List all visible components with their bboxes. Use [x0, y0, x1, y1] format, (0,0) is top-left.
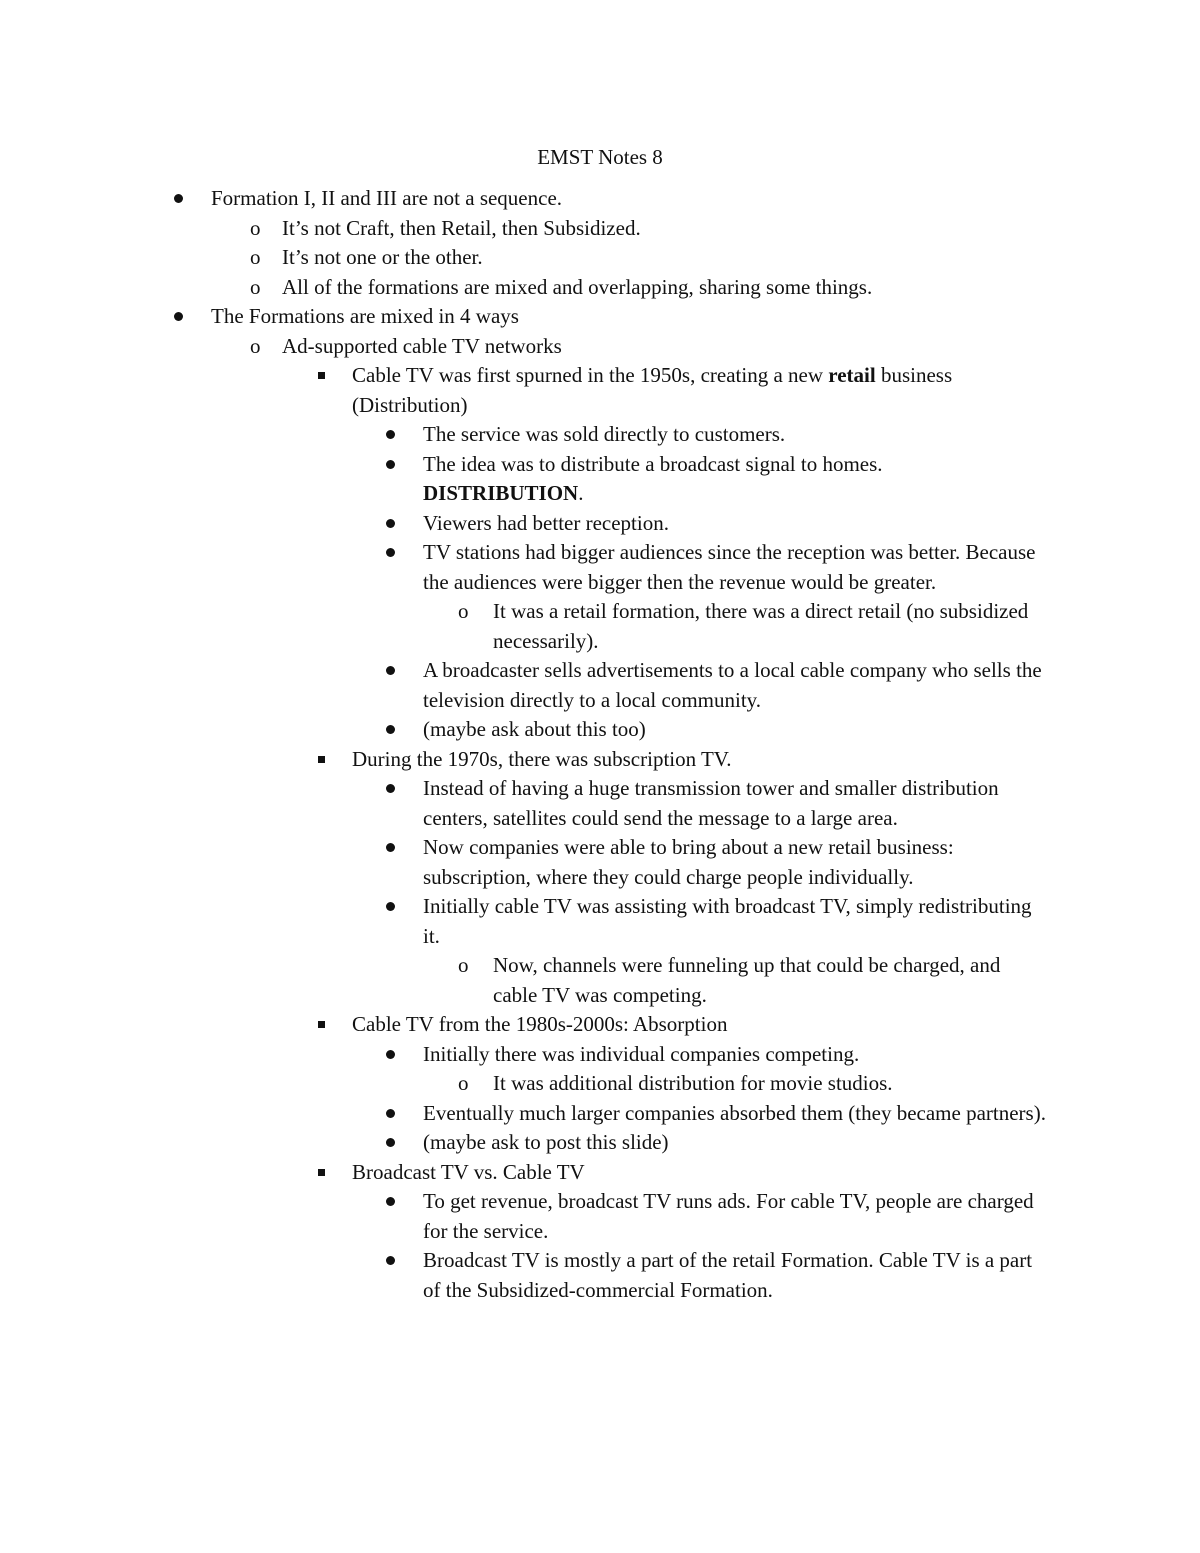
- bullet-icon: [386, 1246, 395, 1276]
- square-bullet-icon: [318, 1158, 325, 1188]
- bullet-icon: [386, 1040, 395, 1070]
- list-item: [0, 273, 1052, 303]
- bullet-icon: [386, 420, 395, 450]
- list-item-text: The service was sold directly to customers.: [423, 422, 786, 446]
- list-item: [0, 1069, 1033, 1099]
- bold-term: DISTRIBUTION: [423, 481, 579, 505]
- circle-bullet-icon: o: [250, 274, 261, 299]
- list-item-text: To get revenue, broadcast TV runs ads. For cable TV, people are charged for the service.: [423, 1189, 1034, 1243]
- list-item-text: Initially there was individual companies competing.: [423, 1041, 860, 1066]
- text-segment: business (Distribution): [352, 363, 953, 417]
- list-item: [0, 715, 1053, 745]
- list-item: [0, 1128, 1053, 1158]
- circle-bullet-icon: o: [458, 1071, 469, 1095]
- list-item: [0, 745, 1052, 775]
- list-item-text: Cable TV from the 1980s-2000s: Absorption: [352, 1012, 728, 1036]
- notes-list: [0, 184, 1200, 1305]
- list-item: [0, 774, 1053, 833]
- bullet-icon: [386, 1128, 395, 1158]
- list-item-text: A broadcaster sells advertisements to a local cable company who sells the television directly to a local community.: [423, 658, 1042, 712]
- list-item: [0, 332, 1052, 362]
- bullet-icon: [386, 1099, 395, 1129]
- circle-bullet-icon: o: [250, 215, 261, 240]
- list-item: [0, 184, 1051, 214]
- bullet-icon: [386, 774, 395, 804]
- bullet-icon: [386, 656, 395, 686]
- bullet-icon: [386, 892, 395, 922]
- circle-bullet-icon: o: [250, 333, 261, 358]
- bullet-icon: [386, 450, 395, 480]
- circle-bullet-icon: o: [458, 953, 469, 977]
- circle-bullet-icon: o: [250, 245, 261, 269]
- page-title: EMST Notes 8: [537, 145, 663, 169]
- list-item-text: Broadcast TV is mostly a part of the retail Formation. Cable TV is a part of the Subsidized-commercial Formation.: [423, 1248, 1033, 1302]
- list-item: [0, 656, 1053, 715]
- circle-bullet-icon: o: [458, 599, 469, 623]
- bullet-icon: [174, 184, 183, 214]
- text-segment: The idea was to distribute a broadcast signal to homes.: [423, 451, 883, 476]
- list-item: [0, 361, 1052, 420]
- bullet-icon: [386, 509, 395, 539]
- list-item-text: Viewers had better reception.: [423, 510, 669, 535]
- list-item: [0, 892, 1053, 951]
- list-item: [0, 951, 1033, 1010]
- list-item-text: Now, channels were funneling up that could be charged, and cable TV was competing.: [493, 953, 1001, 1007]
- list-item: [0, 420, 1053, 450]
- bold-term: retail: [828, 363, 876, 387]
- bullet-icon: [386, 1187, 395, 1217]
- list-item-text: During the 1970s, there was subscription TV.: [352, 746, 732, 771]
- list-item-text: Eventually much larger companies absorbed them (they became partners).: [423, 1100, 1046, 1125]
- list-item: [0, 1158, 1052, 1188]
- list-item-text: (maybe ask about this too): [423, 717, 646, 741]
- bullet-icon: [386, 715, 395, 745]
- list-item-text: All of the formations are mixed and overlapping, sharing some things.: [282, 274, 873, 299]
- list-item-text: Instead of having a huge transmission tower and smaller distribution centers, satellites could send the message to a large area.: [423, 776, 999, 830]
- list-item: [0, 597, 1033, 656]
- list-item: [0, 538, 1053, 597]
- list-item-text: It was additional distribution for movie studios.: [493, 1071, 893, 1095]
- list-item-text: [352, 361, 1052, 420]
- list-item-text: [423, 450, 1053, 509]
- list-item-text: Formation I, II and III are not a sequence.: [211, 186, 563, 210]
- list-item-text: (maybe ask to post this slide): [423, 1130, 669, 1154]
- square-bullet-icon: [318, 745, 325, 775]
- list-item: [0, 1099, 1053, 1129]
- list-item: [0, 833, 1053, 892]
- list-item: [0, 1040, 1053, 1070]
- list-item: [0, 243, 1052, 273]
- list-item: [0, 214, 1052, 244]
- list-item-text: Now companies were able to bring about a new retail business: subscription, where they could charge people individually.: [423, 835, 954, 889]
- list-item: [0, 450, 1053, 509]
- bullet-icon: [174, 302, 183, 332]
- text-segment: .: [578, 481, 584, 505]
- list-item-text: The Formations are mixed in 4 ways: [211, 304, 519, 328]
- list-item-text: Broadcast TV vs. Cable TV: [352, 1159, 585, 1184]
- list-item-text: It’s not Craft, then Retail, then Subsidized.: [282, 215, 641, 240]
- list-item-text: It’s not one or the other.: [282, 245, 483, 269]
- list-item: [0, 302, 1051, 332]
- bullet-icon: [386, 538, 395, 568]
- list-item: [0, 1187, 1053, 1246]
- list-item-text: Ad-supported cable TV networks: [282, 333, 562, 358]
- list-item: [0, 1010, 1052, 1040]
- text-segment: Cable TV was first spurned in the 1950s, creating a new: [352, 363, 829, 387]
- list-item-text: It was a retail formation, there was a direct retail (no subsidized necessarily).: [493, 599, 1029, 653]
- list-item-text: Initially cable TV was assisting with broadcast TV, simply redistributing it.: [423, 894, 1032, 948]
- list-item: [0, 509, 1053, 539]
- list-item: [0, 1246, 1053, 1305]
- square-bullet-icon: [318, 1010, 325, 1040]
- square-bullet-icon: [318, 361, 325, 391]
- list-item-text: TV stations had bigger audiences since the reception was better. Because the audiences were bigger then the revenue would be greater.: [423, 540, 1036, 594]
- bullet-icon: [386, 833, 395, 863]
